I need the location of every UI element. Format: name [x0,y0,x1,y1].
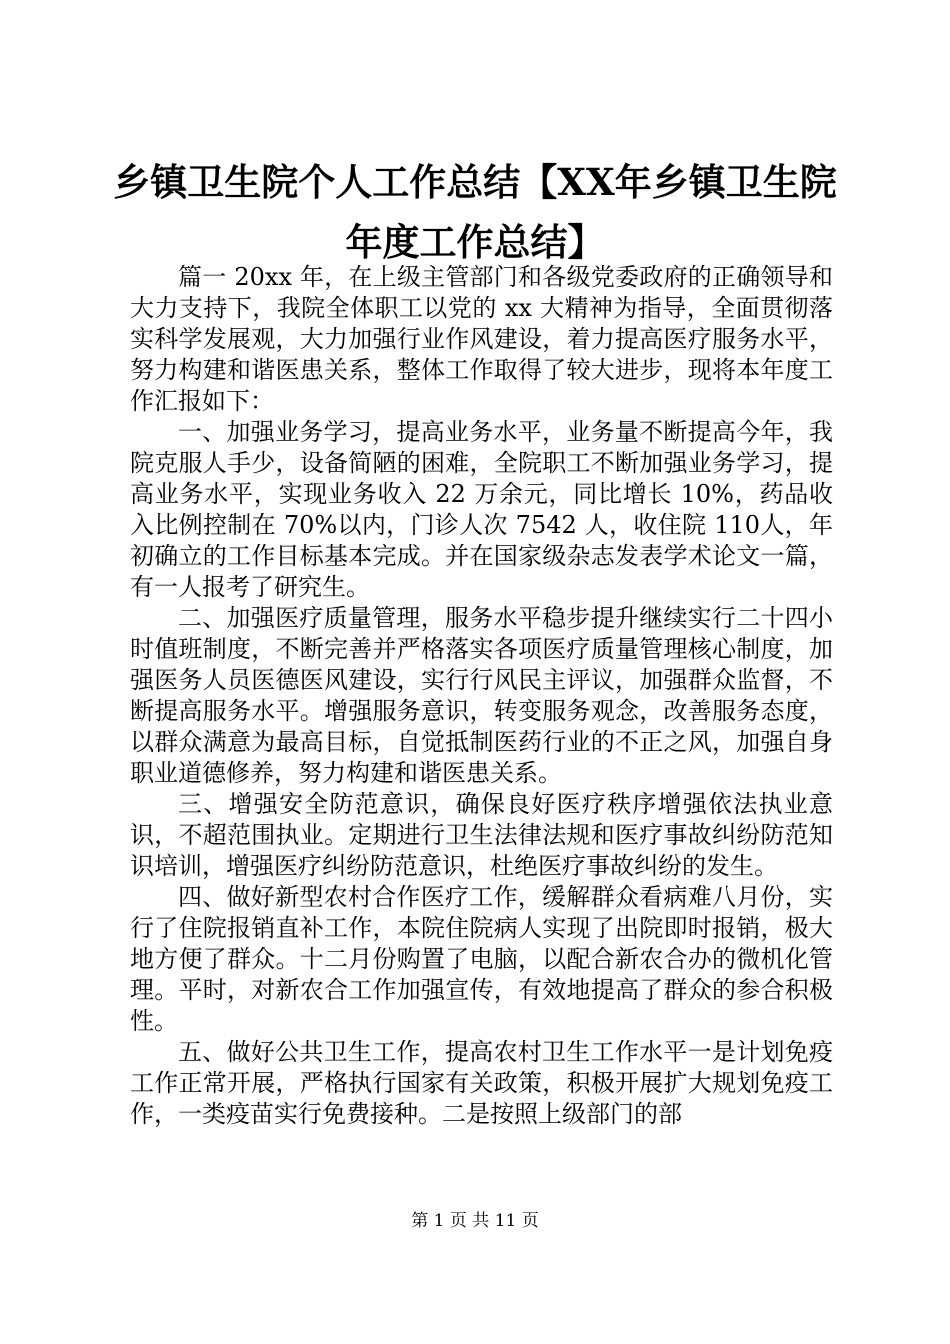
page-footer: 第 1 页 共 11 页 [411,1211,539,1231]
title-line-2: 年度工作总结】 [345,220,605,264]
document-title [100,152,850,272]
paragraph-section-5: 五、做好公共卫生工作，提高农村卫生工作水平一是计划免疫工作正常开展，严格执行国家有关政策，积极开展扩大规划免疫工作，一类疫苗实行免费接种。二是按照上级部门的部 [130,1038,833,1128]
paragraph-intro: 篇一 20xx 年，在上级主管部门和各级党委政府的正确领导和大力支持下，我院全体职工以党的 xx 大精神为指导，全面贯彻落实科学发展观，大力加强行业作风建设，着力提高医疗服务水平，努力构建和谐医患关系，整体工作取得了较大进步，现将本年度工作汇报如下： [130,263,833,415]
document-body [130,262,833,1130]
paragraph-section-1: 一、加强业务学习，提高业务水平，业务量不断提高今年，我院克服人手少，设备简陋的困难，全院职工不断加强业务学习，提高业务水平，实现业务收入 22 万余元，同比增长 10%，药品收入比例控制在 70%以内，门诊人次 7542 人，收住院 110人，年初确立的工作目标基本完成。并在国家级杂志发表学术论文一篇，有一人报考了研究生。 [130,418,833,601]
paragraph-section-2: 二、加强医疗质量管理，服务水平稳步提升继续实行二十四小时值班制度，不断完善并严格落实各项医疗质量管理核心制度，加强医务人员医德医风建设，实行行风民主评议，加强群众监督，不断提高服务水平。增强服务意识，转变服务观念，改善服务态度，以群众满意为最高目标，自觉抵制医药行业的不正之风，加强自身职业道德修养，努力构建和谐医患关系。 [130,604,833,787]
title-line-1: 乡镇卫生院个人工作总结【XX年乡镇卫生院 [113,160,837,204]
paragraph-section-3: 三、增强安全防范意识，确保良好医疗秩序增强依法执业意识，不超范围执业。定期进行卫生法律法规和医疗事故纠纷防范知识培训，增强医疗纠纷防范意识，杜绝医疗事故纠纷的发生。 [130,790,833,880]
paragraph-section-4: 四、做好新型农村合作医疗工作，缓解群众看病难八月份，实行了住院报销直补工作，本院住院病人实现了出院即时报销，极大地方便了群众。十二月份购置了电脑，以配合新农合办的微机化管理。平时，对新农合工作加强宣传，有效地提高了群众的参合积极性。 [130,883,833,1035]
